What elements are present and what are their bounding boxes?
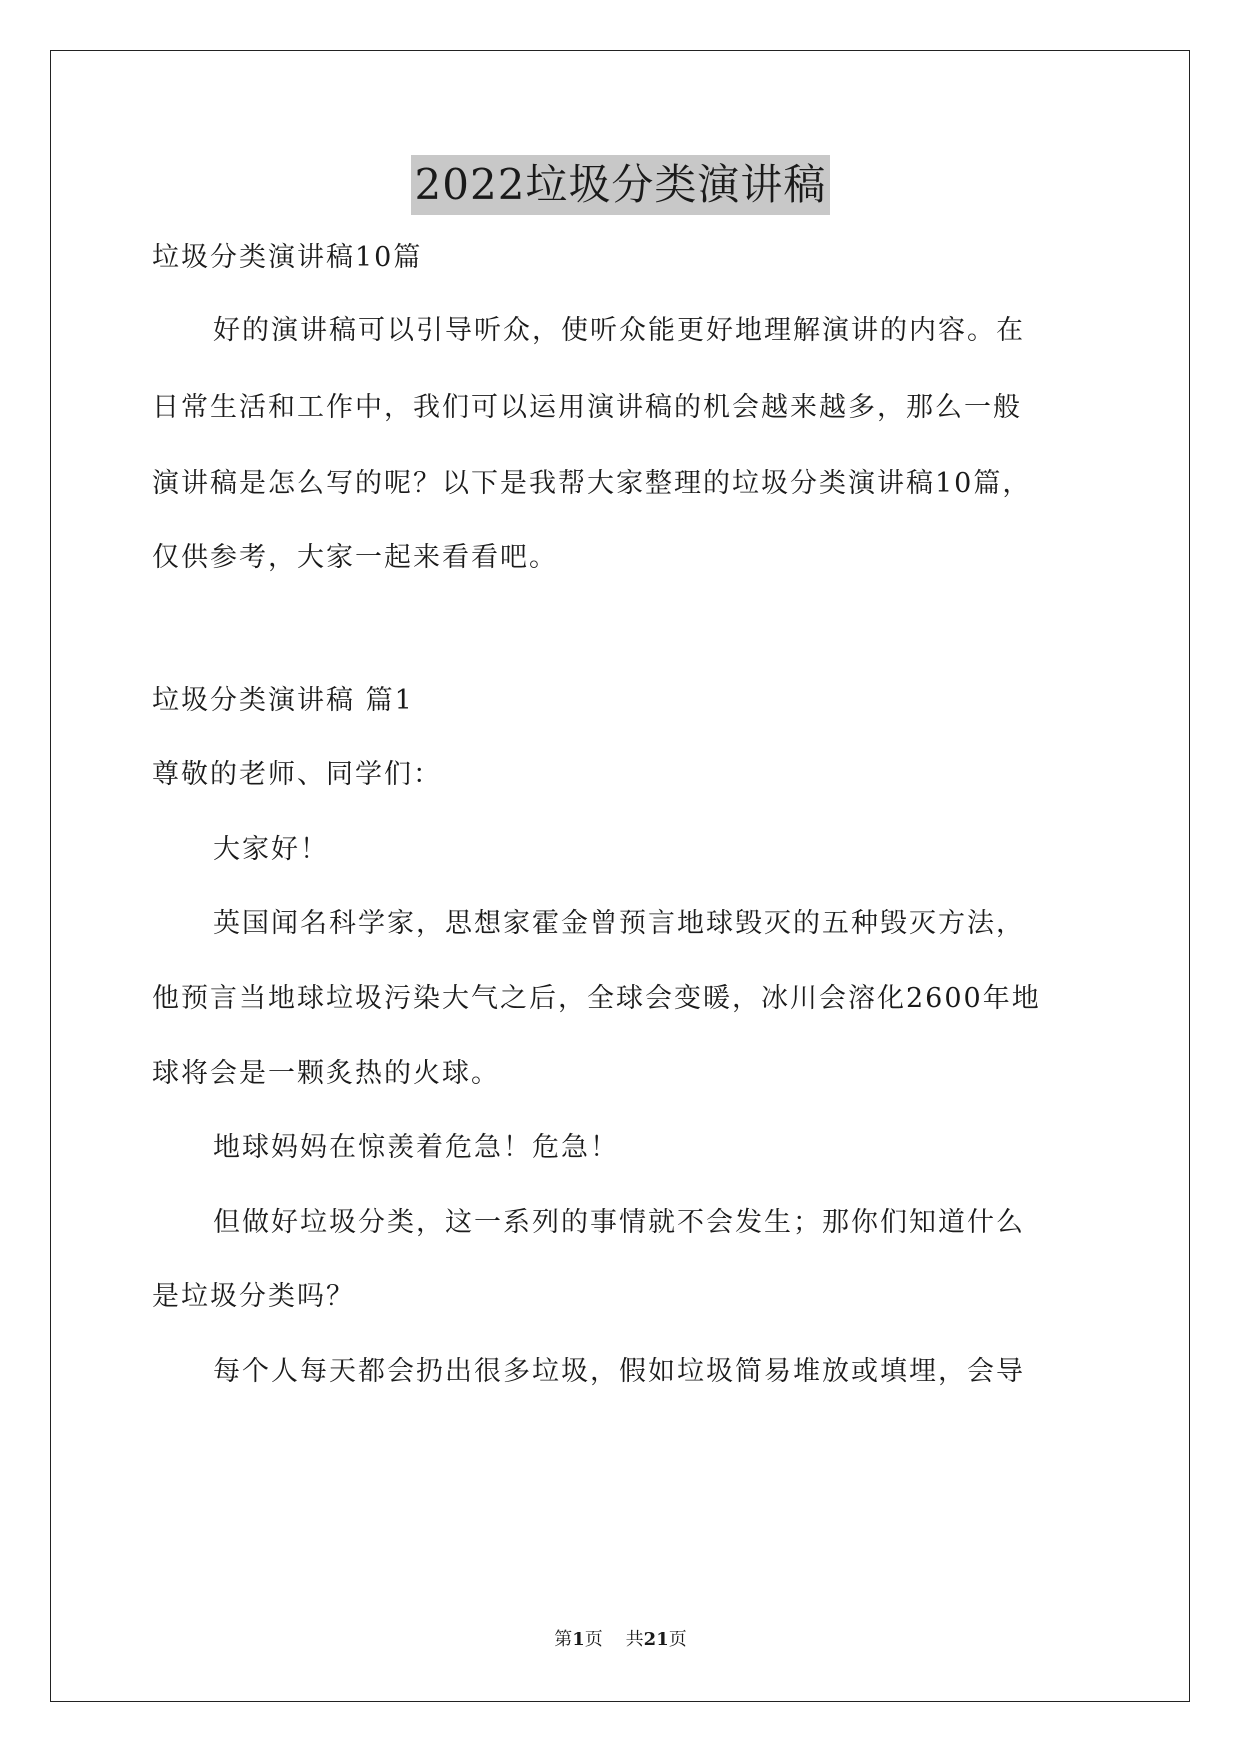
total-pages-number: 21 <box>643 1629 669 1650</box>
footer-total-suffix: 页 <box>668 1629 687 1650</box>
paragraph-line: 日常生活和工作中，我们可以运用演讲稿的机会越来越多，那么一般 <box>152 392 1022 423</box>
paragraph-line: 球将会是一颗炙热的火球。 <box>152 1058 500 1089</box>
paragraph-line: 地球妈妈在惊羡着危急！危急！ <box>213 1132 619 1163</box>
paragraph-line: 是垃圾分类吗？ <box>152 1281 355 1312</box>
paragraph-line: 英国闻名科学家，思想家霍金曾预言地球毁灭的五种毁灭方法， <box>213 908 1025 939</box>
footer-page-suffix: 页 <box>584 1629 603 1650</box>
subtitle-line: 垃圾分类演讲稿10篇 <box>152 242 423 273</box>
page-footer <box>0 1628 1241 1652</box>
section-heading: 垃圾分类演讲稿 篇1 <box>152 685 414 716</box>
footer-prefix: 第 <box>554 1629 573 1650</box>
paragraph-line: 他预言当地球垃圾污染大气之后，全球会变暖，冰川会溶化2600年地 <box>152 983 1041 1014</box>
document-title: 2022垃圾分类演讲稿 <box>411 155 831 215</box>
paragraph-line: 演讲稿是怎么写的呢？以下是我帮大家整理的垃圾分类演讲稿10篇， <box>152 468 1032 499</box>
title-container <box>0 155 1241 215</box>
page-border <box>50 50 1190 1702</box>
current-page-number: 1 <box>572 1629 585 1650</box>
footer-total-prefix: 共 <box>625 1629 644 1650</box>
paragraph-line: 大家好！ <box>213 834 329 865</box>
salutation-line: 尊敬的老师、同学们： <box>152 759 442 790</box>
paragraph-line: 仅供参考，大家一起来看看吧。 <box>152 542 558 573</box>
paragraph-line: 每个人每天都会扔出很多垃圾，假如垃圾简易堆放或填埋，会导 <box>213 1356 1025 1387</box>
paragraph-line: 好的演讲稿可以引导听众，使听众能更好地理解演讲的内容。在 <box>213 315 1025 346</box>
paragraph-line: 但做好垃圾分类，这一系列的事情就不会发生；那你们知道什么 <box>213 1207 1025 1238</box>
